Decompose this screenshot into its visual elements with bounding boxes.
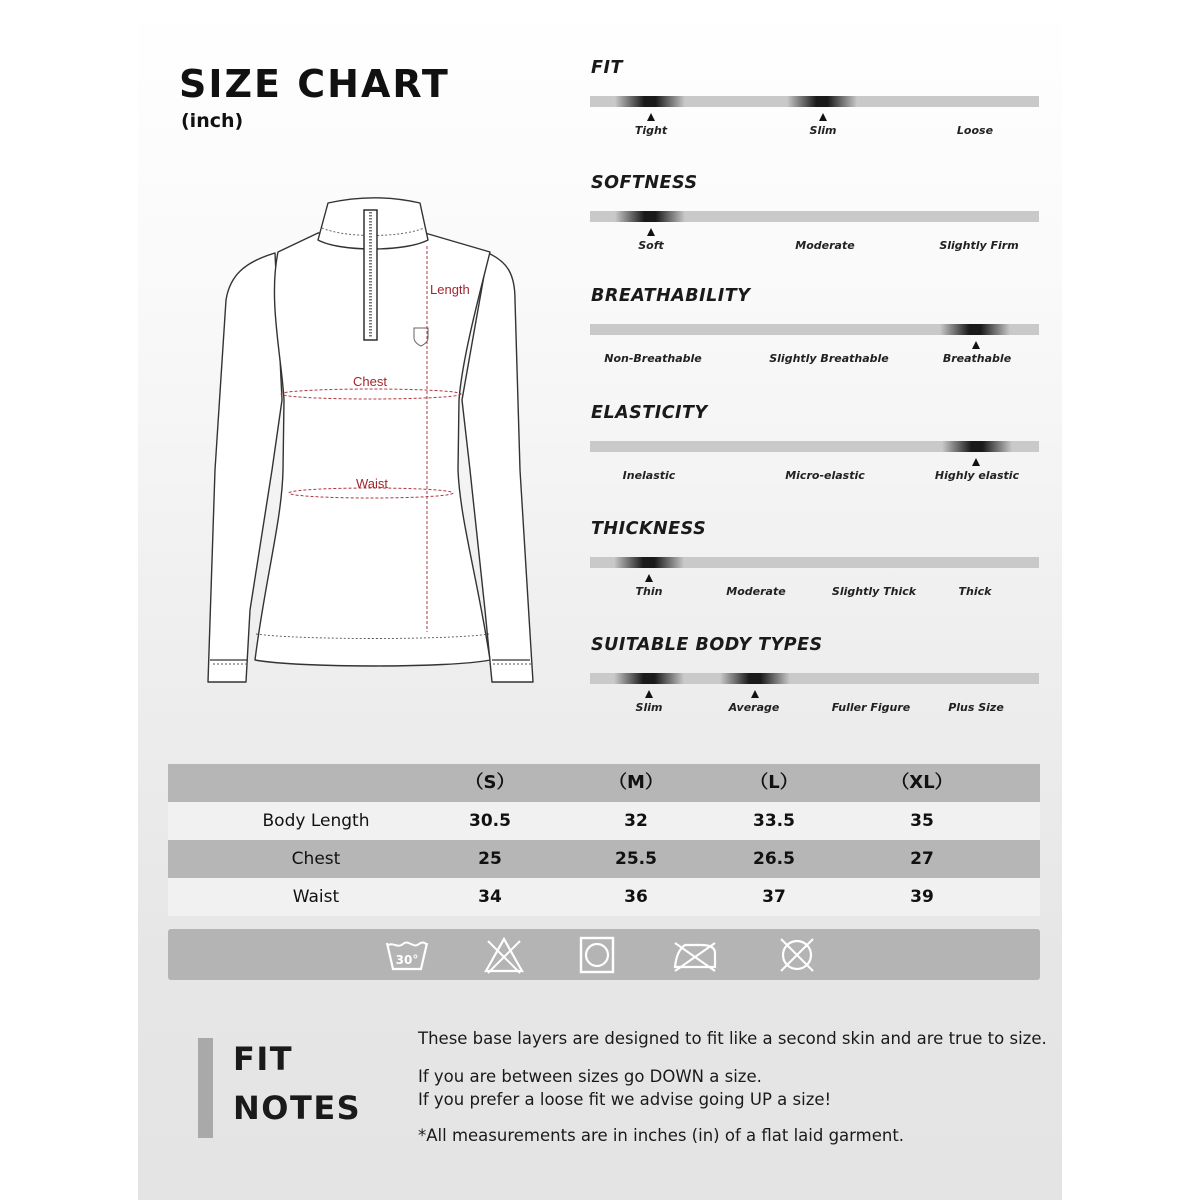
table-cell: 25.5	[615, 849, 657, 869]
scale-option: Micro-elastic	[785, 469, 865, 482]
do-not-dry-clean-icon	[773, 935, 821, 975]
table-cell: 27	[910, 849, 934, 869]
breathability-scale	[590, 286, 1040, 386]
pointer-icon	[645, 690, 653, 698]
scale-option: Moderate	[795, 239, 855, 252]
scale-option: Average	[728, 701, 780, 714]
fit-notes-title: FIT	[233, 1040, 294, 1078]
header-cell	[230, 764, 402, 802]
fit-note: *All measurements are in inches (in) of a flat laid garment.	[418, 1126, 905, 1145]
selected-marker	[615, 96, 685, 107]
scale-option: Slim	[635, 701, 663, 714]
do-not-bleach-icon	[480, 935, 528, 975]
scale-option: Slightly Breathable	[769, 352, 889, 365]
table-cell: 26.5	[753, 849, 795, 869]
table-cell: 25	[478, 849, 502, 869]
scale-option: Thick	[958, 585, 992, 598]
table-cell: 32	[624, 811, 648, 831]
scale-option: Inelastic	[622, 469, 676, 482]
scale-option: Plus Size	[948, 701, 1004, 714]
selected-marker	[614, 557, 684, 568]
pointer-icon	[645, 574, 653, 582]
header-cell-m: （M）	[609, 772, 663, 793]
row-label: Waist	[292, 887, 340, 907]
selected-marker	[615, 211, 685, 222]
tumble-dry-icon	[573, 935, 621, 975]
selected-marker	[940, 324, 1010, 335]
attribute-title: ELASTICITY	[591, 403, 708, 423]
table-row	[168, 840, 1040, 878]
selected-marker	[787, 96, 857, 107]
length-label: Length	[430, 282, 470, 297]
fit-scale	[590, 58, 1040, 158]
scale-option: Non-Breathable	[604, 352, 702, 365]
table-header-row	[168, 764, 1040, 802]
svg-text:30°: 30°	[395, 953, 419, 967]
scale-option: Tight	[634, 124, 668, 137]
table-cell: 37	[762, 887, 786, 907]
table-row	[168, 802, 1040, 840]
fit-note: If you are between sizes go DOWN a size.	[418, 1067, 762, 1086]
header-cell-s: （S）	[465, 772, 515, 793]
scale-option: Highly elastic	[934, 469, 1020, 482]
header-cell-xl: （XL）	[891, 772, 953, 793]
fit-notes-accent-bar	[198, 1038, 213, 1138]
table-cell: 34	[478, 887, 502, 907]
scale-option: Loose	[956, 124, 994, 137]
waist-label: Waist	[356, 476, 389, 491]
chest-label: Chest	[353, 374, 387, 389]
elasticity-scale	[590, 403, 1040, 503]
scale-option: Moderate	[726, 585, 786, 598]
garment-illustration	[200, 190, 545, 690]
size-table	[168, 764, 1040, 916]
pointer-icon	[647, 228, 655, 236]
body-types-scale	[590, 635, 1040, 735]
wash-30-icon	[383, 935, 431, 975]
scale-option: Slim	[809, 124, 837, 137]
scale-option: Slightly Thick	[831, 585, 917, 598]
thickness-scale	[590, 519, 1040, 619]
logo-emblem	[414, 328, 428, 346]
attribute-title: SUITABLE BODY TYPES	[591, 635, 823, 655]
pointer-icon	[819, 113, 827, 121]
row-label: Chest	[291, 849, 341, 869]
fit-note: These base layers are designed to fit like a second skin and are true to size.	[418, 1029, 1047, 1048]
selected-marker	[942, 441, 1012, 452]
attribute-title: BREATHABILITY	[591, 286, 751, 306]
table-cell: 33.5	[753, 811, 795, 831]
table-cell: 39	[910, 887, 934, 907]
attribute-title: SOFTNESS	[591, 173, 698, 193]
table-row	[168, 878, 1040, 916]
scale-option: Breathable	[942, 352, 1012, 365]
fit-notes-title: NOTES	[233, 1089, 362, 1127]
row-label: Body Length	[262, 811, 370, 831]
scale-option: Thin	[635, 585, 663, 598]
selected-marker	[614, 673, 684, 684]
attribute-title: THICKNESS	[591, 519, 707, 539]
softness-scale	[590, 173, 1040, 273]
pointer-icon	[972, 458, 980, 466]
scale-option: Soft	[638, 239, 664, 252]
table-cell: 36	[624, 887, 648, 907]
attribute-title: FIT	[591, 58, 623, 78]
do-not-iron-icon	[671, 935, 719, 975]
pointer-icon	[751, 690, 759, 698]
header-cell-l: （L）	[750, 772, 798, 793]
fit-note: If you prefer a loose fit we advise going UP a size!	[418, 1090, 832, 1109]
selected-marker	[720, 673, 790, 684]
table-cell: 35	[910, 811, 934, 831]
unit-label: (inch)	[181, 110, 244, 132]
table-cell: 30.5	[469, 811, 511, 831]
care-instructions-bar	[168, 929, 1040, 980]
pointer-icon	[647, 113, 655, 121]
scale-option: Slightly Firm	[939, 239, 1019, 252]
scale-option: Fuller Figure	[831, 701, 911, 714]
pointer-icon	[972, 341, 980, 349]
page-title: SIZE CHART	[179, 62, 450, 106]
